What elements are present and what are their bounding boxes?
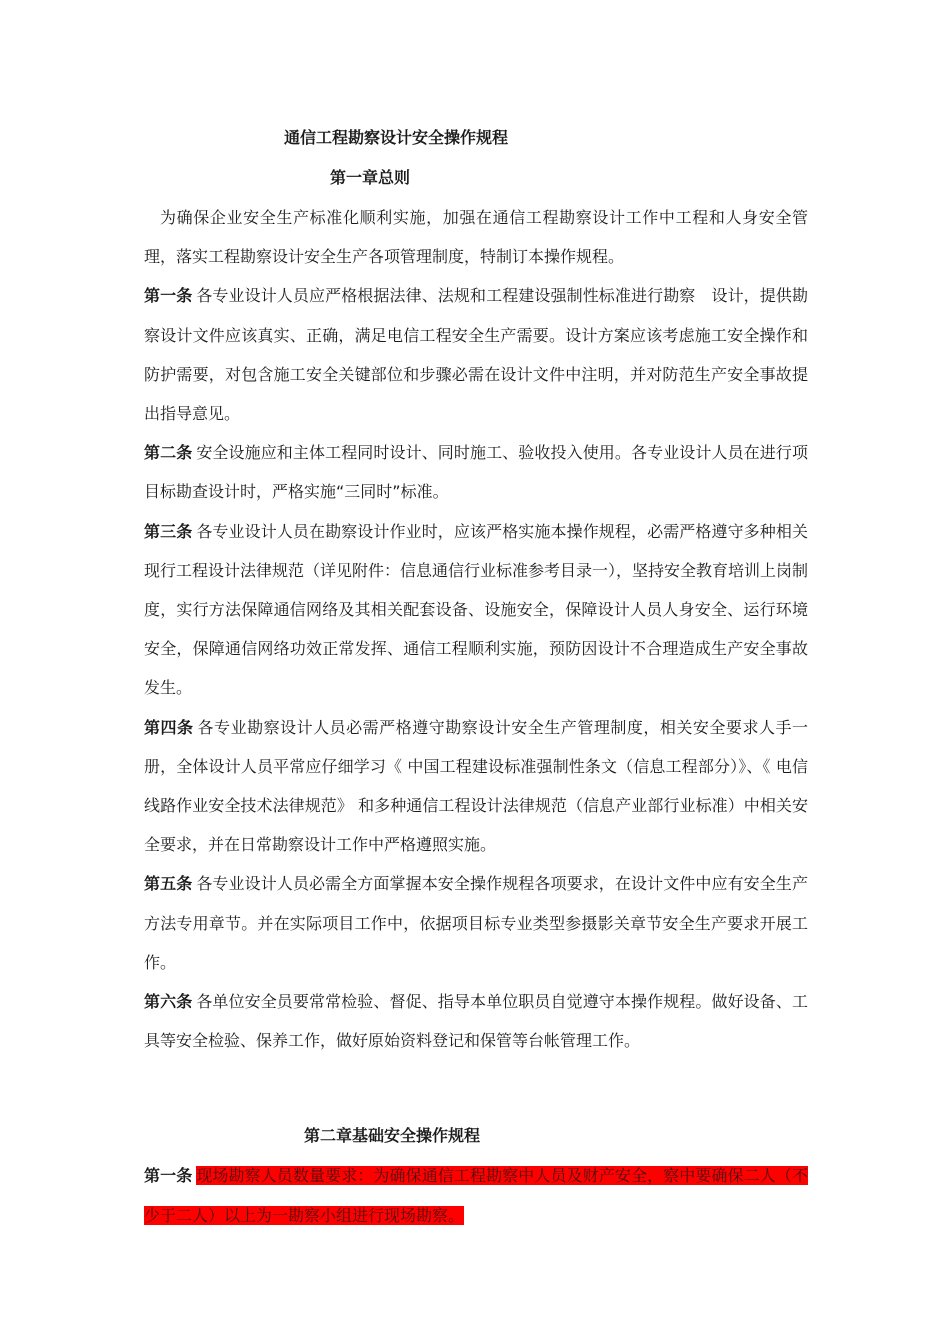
chapter-1-title: 第一章总则 [330,168,411,187]
article-text: 安全设施应和主体工程同时设计、同时施工、验收投入使用。各专业设计人员在进行项目标勘查设计时，严格实施“三同时”标准。 [144,443,808,502]
chapter-2-title: 第二章基础安全操作规程 [304,1126,481,1146]
article-number: 第六条 [144,992,193,1012]
article-text: 各专业设计人员必需全方面掌握本安全操作规程各项要求，在设计文件中应有安全生产方法专用章节。并在实际项目工作中，依据项目标专业类型参摄影关章节安全生产要求开展工作。 [144,874,808,972]
article-text: 各专业勘察设计人员必需严格遵守勘察设计安全生产管理制度，相关安全要求人手一册，全体设计人员平常应仔细学习《 中国工程建设标准强制性条文（信息工程部分）》、《 电信线路作业安全技术法律规范》 和多种通信工程设计法律规范（信息产业部行业标准）中相关安全要求，并在日常勘察设计工作中严格遵照实施。 [144,717,808,855]
article-text: 各专业设计人员应严格根据法律、法规和工程建设强制性标准进行勘察 设计，提供勘察设计文件应该真实、正确，满足电信工程安全生产需要。设计方案应该考虑施工安全操作和防护需要，对包含施工安全关键部位和步骤必需在设计文件中注明，并对防范生产安全事故提出指导意见。 [144,286,808,424]
article-number: 第五条 [144,874,193,894]
chapter-1-article-3 [144,512,808,708]
document-page [144,118,808,1235]
chapter-1-article-4 [144,708,808,865]
article-number: 第三条 [144,521,193,541]
article-number: 第四条 [144,717,194,737]
chapter-1-intro: 为确保企业安全生产标准化顺利实施，加强在通信工程勘察设计工作中工程和人身安全管理，落实工程勘察设计安全生产各项管理制度，特制订本操作规程。 [144,208,808,267]
article-text: 各单位安全员要常常检验、督促、指导本单位职员自觉遵守本操作规程。做好设备、工具等安全检验、保养工作，做好原始资料登记和保管等台帐管理工作。 [144,992,808,1051]
document-title: 通信工程勘察设计安全操作规程 [284,128,509,147]
chapter-1-article-5 [144,864,808,982]
chapter-1-article-6 [144,982,808,1060]
article-number: 第二条 [144,443,193,463]
article-number: 第一条 [144,286,193,306]
article-text: 各专业设计人员在勘察设计作业时，应该严格实施本操作规程，必需严格遵守多种相关现行工程设计法律规范（详见附件：信息通信行业标准参考目录一），坚持安全教育培训上岗制度，实行方法保障通信网络及其相关配套设备、设施安全，保障设计人员人身安全、运行环境安全，保障通信网络功效正常发挥、通信工程顺利实施，预防因设计不合理造成生产安全事故发生。 [144,521,809,698]
chapter-1-article-1 [144,276,808,433]
chapter-1-article-2 [144,433,808,511]
chapter-2-article-1 [144,1156,808,1234]
article-number: 第一条 [144,1166,193,1186]
highlighted-article-text: 现场勘察人员数量要求：为确保通信工程勘察中人员及财产安全，察中要确保二人（不少于二人）以上为一勘察小组进行现场勘察。 [144,1166,808,1225]
